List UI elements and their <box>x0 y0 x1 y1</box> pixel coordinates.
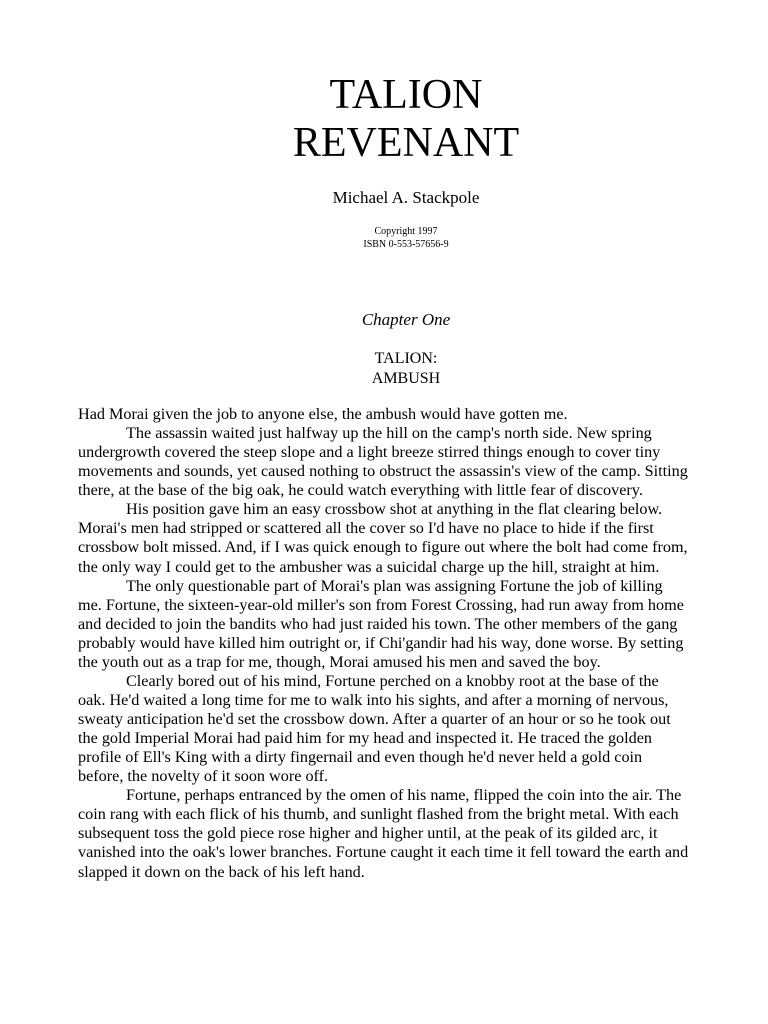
author-name: Michael A. Stackpole <box>332 188 480 207</box>
section-heading-line-2: AMBUSH <box>371 370 441 387</box>
paragraph: Clearly bored out of his mind, Fortune perched on a knobby root at the base of the oak. He'd waited a long time for me to walk into his sights, and after a morning of nervous, sweaty anticipation he'd set the crossbow down. After a quarter of an hour or so he took out the gold Imperial Morai had paid him for my head and inspected it. He traced the golden profile of Ell's King with a dirty fingernail and even though he'd never held a gold coin before, the novelty of it soon wore off. <box>78 671 671 786</box>
book-title-line-1: TALION <box>329 72 483 118</box>
paragraph: Had Morai given the job to anyone else, the ambush would have gotten me. <box>78 405 568 423</box>
isbn-number: ISBN 0-553-57656-9 <box>363 239 449 250</box>
copyright-notice: Copyright 1997 <box>374 226 438 237</box>
paragraph: Fortune, perhaps entranced by the omen of his name, flipped the coin into the air. The coin rang with each flick of his thumb, and sunlight flashed from the bright metal. With each subsequent toss the gold piece rose higher and higher until, at the peak of its gilded arc, it vanished into the oak's lower branches. Fortune caught it each time it fell toward the earth and slapped it down on the back of his left hand. <box>78 786 689 881</box>
body-text <box>78 405 690 882</box>
chapter-title: Chapter One <box>361 310 451 329</box>
paragraph: The assassin waited just halfway up the hill on the camp's north side. New spring undergrowth covered the steep slope and a light breeze stirred things enough to cover tiny movements and sounds, yet caused nothing to obstruct the assassin's view of the camp. Sitting there, at the base of the big oak, he could watch everything with little fear of discovery. <box>78 424 688 500</box>
paragraph: The only questionable part of Morai's plan was assigning Fortune the job of killing me. Fortune, the sixteen-year-old miller's son from Forest Crossing, had run away from home and decided to join the bandits who had just raided his town. The other members of the gang probably would have killed him outright or, if Chi'gandir had his way, done worse. By setting the youth out as a trap for me, though, Morai amused his men and saved the boy. <box>78 576 684 671</box>
book-title-line-2: REVENANT <box>292 120 520 166</box>
paragraph: His position gave him an easy crossbow shot at anything in the flat clearing below. Morai's men had stripped or scattered all the cover so I'd have no place to hide if the first crossbow bolt missed. And, if I was quick enough to figure out where the bolt had come from, the only way I could get to the ambusher was a suicidal charge up the hill, straight at him. <box>78 500 688 576</box>
section-heading-line-1: TALION: <box>374 350 438 367</box>
